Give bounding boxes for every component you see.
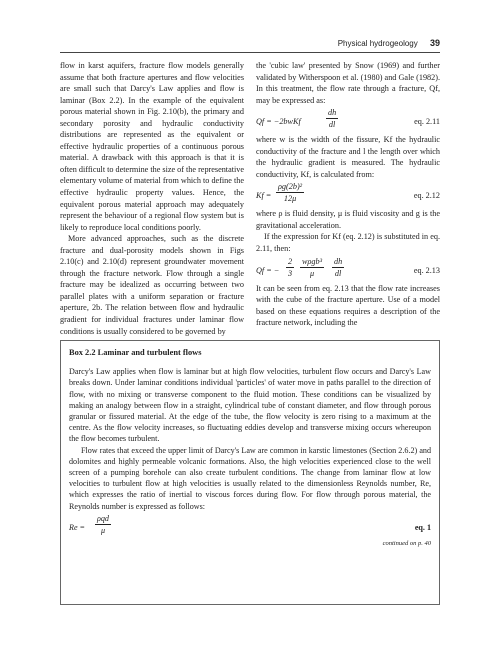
equation-label: eq. 1 — [414, 522, 431, 532]
equation-fraction: $\frac{2}{3}$ — [288, 256, 293, 278]
equation-lhs: Kf = — [256, 191, 272, 201]
paragraph: It can be seen from eq. 2.13 that the flow rate increases with the cube of the fracture aperture. Use of a model based on these equations requires a description of the fracture network, including the — [256, 283, 440, 328]
paragraph: If the expression for Kf (eq. 2.12) is substituted in eq. 2.11, then: — [256, 232, 440, 254]
equation-label: eq. 2.12 — [413, 191, 440, 201]
paragraph: where w is the width of the fissure, Kf the hydraulic conductivity of the fracture and l the length over which the hydraulic gradient is measured. The hydraulic conductivity, Kf, is calculated from: — [256, 135, 440, 179]
paragraph: Darcy's Law applies when flow is laminar but at high flow velocities, turbulent flow occurs and Darcy's Law breaks down. Under laminar conditions individual 'particles' of water move in paths parallel to the direction of flow, with no mixing or transverse component to the fluid motion. These conditions can be visualized by making an analogy between flow in a straight, cylindrical tube of constant diameter, and flow through porous granular or fissured material. At the edge of the tube, the flow velocity is zero rising to a maximum at the centre. As the flow velocity increases, so fluctuating eddies develop and transverse mixing occurs whereupon the flow becomes turbulent. — [69, 367, 431, 444]
equation-2-12 — [256, 182, 440, 206]
left-column — [60, 60, 244, 337]
equation-lhs: Re = — [69, 522, 86, 532]
equation-lhs: Qf = −2bwKf — [256, 117, 301, 127]
paragraph: More advanced approaches, such as the discrete fracture and dual-porosity models shown in Figs 2.10(c) and 2.10(d) represent groundwater movement through the fracture network. Flow through a single fracture may be idealized as occurring between two parallel plates with a uniform separation or fracture aperture, 2b. The relation between flow and hydraulic gradient for individual fractures under laminar flow conditions is usually considered to be governed by — [60, 234, 244, 336]
equation-fraction: $\frac{dh}{dl}$ — [334, 256, 343, 278]
section-title: Physical hydrogeology — [337, 39, 418, 48]
equation-2-11 — [256, 108, 440, 132]
right-column — [256, 60, 440, 329]
paragraph: flow in karst aquifers, fracture flow models generally assume that both fracture apertures and flow velocities are small such that Darcy's Law applies and flow is laminar (Box 2.2). In the example of the equivalent porous material shown in Fig. 2.10(b), the primary and secondary porosity and hydraulic conductivity distributions are represented as the equivalent or effective hydraulic properties of a continuous porous material. A drawback with this approach is that it is often difficult to determine the size of the representative elementary volume of material from which to define the effective hydraulic property values. Hence, the equivalent porous material approach may adequately represent the behaviour of a regional flow system but is likely to reproduce local conditions poorly. — [60, 61, 244, 232]
running-header — [60, 38, 440, 53]
equation-label: eq. 2.13 — [413, 265, 440, 275]
equation-lhs: Qf = − — [256, 265, 280, 275]
box-title: Box 2.2 Laminar and turbulent flows — [69, 348, 202, 357]
equation-fraction: $\frac{dh}{dl}$ — [328, 108, 337, 130]
equation-2-13 — [256, 257, 440, 281]
equation-reynolds — [69, 514, 431, 538]
paragraph: the 'cubic law' presented by Snow (1969) and further validated by Witherspoon et al. (1980) and Gale (1982). In this treatment, the flow rate through a fracture, Qf, may be expressed as: — [256, 61, 440, 105]
paragraph: Flow rates that exceed the upper limit of Darcy's Law are common in karstic limestones (Section 2.6.2) and dolomites and highly permeable volcanic formations. Also, the high velocities experienced close to the well screen of a pumping borehole can also create turbulent conditions. The change from laminar flow at low velocities to turbulent flow at high velocities is usually related to the dimensionless Reynolds number, Re, which expresses the ratio of inertial to viscous forces during flow. For flow through porous material, the Reynolds number is expressed as follows: — [69, 445, 431, 511]
equation-fraction: wρgb³ μ — [302, 256, 323, 278]
equation-fraction: $\frac{\text{ρg(2b)²}}{12\mu}$ — [278, 182, 303, 204]
box-2-2 — [60, 340, 440, 605]
equation-fraction: ρqd μ — [97, 513, 109, 535]
paragraph: where ρ is fluid density, μ is fluid viscosity and g is the gravitational acceleration. — [256, 209, 440, 230]
equation-label: eq. 2.11 — [414, 117, 440, 127]
page-number: 39 — [429, 38, 440, 48]
continued-note: continued on p. 40 — [382, 539, 431, 547]
